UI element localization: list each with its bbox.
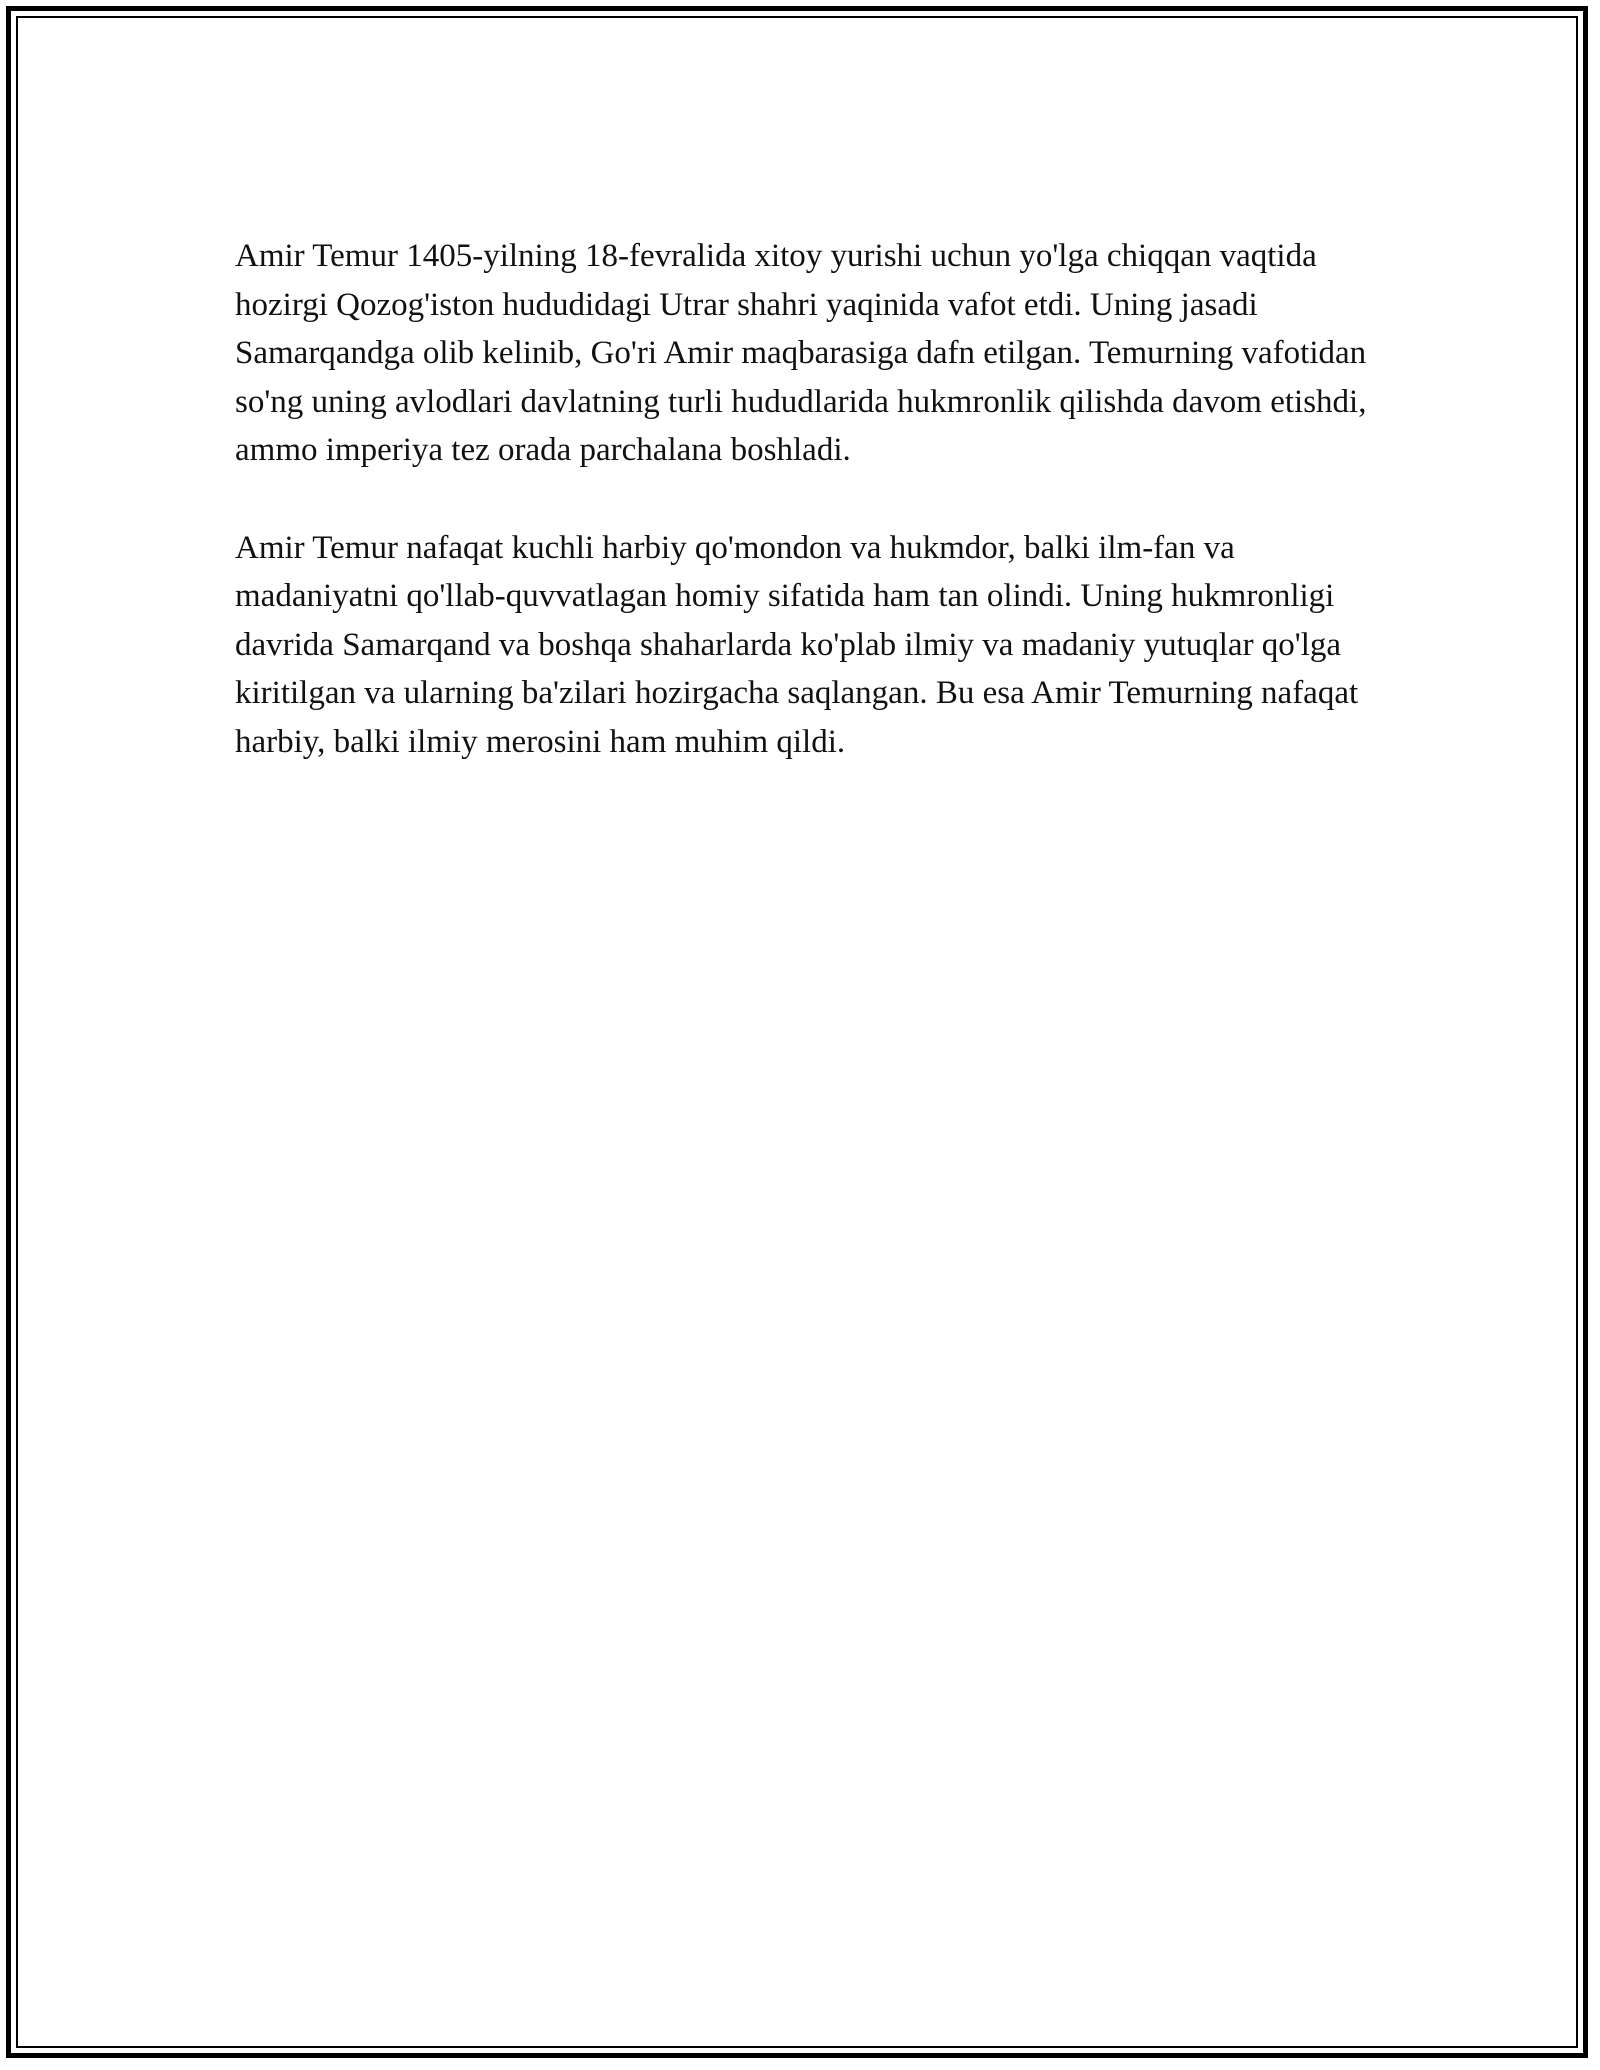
paragraph: Amir Temur 1405-yilning 18-fevralida xitoy yurishi uchun yo'lga chiqqan vaqtida hozirgi Qozog'iston hududidagi Utrar shahri yaqinida vafot etdi. Uning jasadi Samarqandga olib kelinib, Go'ri Amir maqbarasiga dafn etilgan. Temurning vafotidan so'ng uning avlodlari davlatning turli hududlarida hukmronlik qilishda davom etishdi, ammo imperiya tez orada parchalana boshladi. (235, 238, 1367, 468)
document-body (235, 232, 1375, 766)
paragraph: Amir Temur nafaqat kuchli harbiy qo'mondon va hukmdor, balki ilm-fan va madaniyatni qo'llab-quvvatlagan homiy sifatida ham tan olindi. Uning hukmronligi davrida Samarqand va boshqa shaharlarda ko'plab ilmiy va madaniy yutuqlar qo'lga kiritilgan va ularning ba'zilari hozirgacha saqlangan. Bu esa Amir Temurning nafaqat harbiy, balki ilmiy merosini ham muhim qildi. (235, 529, 1359, 760)
